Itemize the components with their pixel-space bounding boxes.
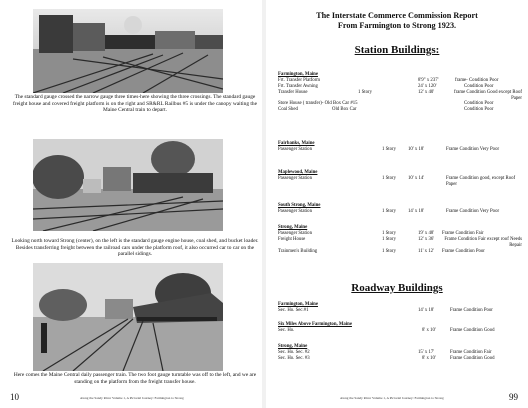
entry-heading: Farmington, Maine [278, 72, 318, 77]
report-title [266, 11, 528, 31]
table-row: Store House ( transfer)- Old Box Car #15 Condition Poor [278, 101, 494, 107]
caption-2: Looking north toward Strong (center), on the left is the standard gauge engine house, coal shed, and bucket loader. Besides transferring freight between the railroad cars under the platform roof, it also occurred car to car on the parallel sidings. [11, 238, 259, 258]
entry-heading: Strong, Maine [278, 225, 308, 230]
table-row: Passenger Station 1 Story 19' x 48' Frame Condition Fair [278, 230, 484, 236]
entry-fairbanks [278, 141, 518, 153]
table-row: Sec. Ho. Sec. #2 15' x 17' Frame Condition Fair [278, 349, 492, 355]
table-row: Freight House 1 Story 12' x 36' Frame Condition Fair except roof Needs Repair [278, 236, 522, 248]
table-row: Sec. Ho. 8' x 10' Frame Condition Good [278, 327, 495, 333]
table-row: Sec. Ho. Sec.#1 14' x 18' Frame Condition Poor [278, 307, 493, 313]
photo-crossings [33, 9, 223, 93]
entry-heading: Strong, Maine [278, 344, 308, 349]
caption-3: Here comes the Maine Central daily passenger train. The two foot gauge turntable was off to the left, and we are standing on the platform from the freight transfer house. [13, 372, 257, 385]
table-row: Passenger Station 1 Story 14' x 18' Frame Condition Very Poor [278, 208, 500, 214]
entry-south-strong [278, 203, 518, 215]
footer-left: Along the Sandy River Volume 1, A Pictorial Journey: Farmington to Strong [80, 396, 184, 400]
photo-engine-house [33, 139, 223, 231]
entry-heading: South Strong, Maine [278, 203, 321, 208]
entry-maplewood [278, 170, 518, 188]
table-row: Coal Shed Old Box Car Condition Poor [278, 107, 494, 113]
entry-roadway-strong [278, 344, 518, 362]
entry-farmington [278, 72, 522, 113]
page-number-left: 10 [10, 392, 19, 402]
footer-right: Along the Sandy River Volume 1, A Pictorial Journey: Farmington to Strong [340, 396, 444, 400]
entry-heading: Fairbanks, Maine [278, 141, 315, 146]
page-number-right: 99 [509, 392, 518, 402]
table-row: Frt. Transfer Awning 24' x 120' Condition Poor [278, 83, 494, 89]
entry-heading: Farmington, Maine [278, 302, 318, 307]
table-row: Passenger Station 1 Story 10' x 14' Frame Condition good, except Roof Paper [278, 175, 516, 187]
station-buildings-heading: Station Buildings: [354, 44, 440, 56]
entry-six-miles [278, 322, 518, 334]
roadway-buildings-heading: Roadway Buildings [351, 282, 443, 294]
entry-strong [278, 225, 522, 254]
table-row: Transfer House 1 Story 12' x 40' frame Condition Good except Roof Paper [278, 89, 522, 101]
table-row: Passenger Station 1 Story 10' x 18' Frame Condition Very Poor [278, 146, 500, 152]
report-title-line-2: From Farmington to Strong 1923. [337, 21, 457, 30]
report-title-line-1: The Interstate Commerce Commission Report [316, 11, 478, 20]
table-row: Frt. Transfer Platform 8'9" x 237' frame- Condition Poor [278, 77, 499, 83]
entry-heading: Maplewood, Maine [278, 170, 318, 175]
table-row: Trainmen's Building 1 Story 11' x 12' Frame Condition Poor [278, 248, 485, 254]
table-row: Sec. Ho. Sec. #3 8' x 10' Frame Condition Good [278, 355, 495, 361]
entry-heading: Six Miles Above Farmington, Maine [278, 322, 352, 327]
left-page [0, 0, 262, 408]
caption-1: The standard gauge crossed the narrow gauge three times-here showing the three crossings. The standard gauge freight house and covered freight platform is on the right and SR&RL Railbus #5 is under the canopy waiting the Maine Central train to depart. [13, 94, 257, 114]
entry-roadway-farmington [278, 302, 518, 314]
right-page [266, 0, 528, 408]
photo-passenger-train [33, 263, 223, 371]
